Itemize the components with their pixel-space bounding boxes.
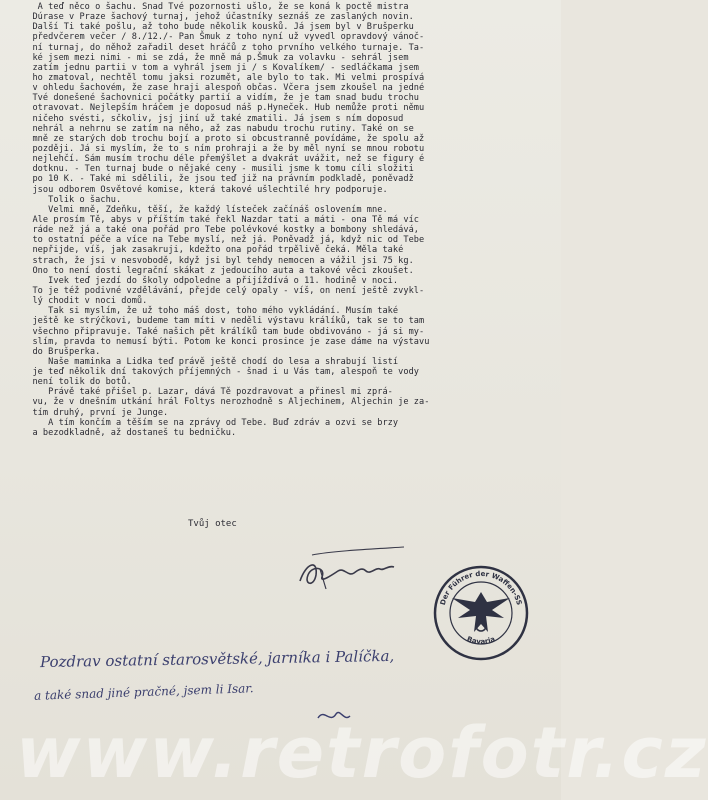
- letter-signoff: Tvůj otec: [188, 519, 237, 529]
- letter-line: ještě ke strýčkovi, budeme tam míti v neděli výstavu králíků, tak se to tam: [22, 316, 425, 327]
- eagle-stamp-icon: [430, 562, 532, 664]
- letter-line: dotknu. - Ten turnaj bude o nějaké ceny - musili jsme k tomu cíli složiti: [22, 164, 414, 175]
- letter-line: lý chodit v noci domů.: [22, 296, 148, 307]
- letter-line: A tím končím a těším se na zprávy od Tebe. Buď zdráv a ozvi se brzy: [22, 417, 399, 428]
- letter-line: ho zmatoval, nechtěl tomu jaksi rozumět, ale bylo to tak. Mi velmi prospívá: [22, 72, 425, 83]
- letter-line: To je též podivné vzdělávání, přejde celý opaly - víš, on není ještě zvykl-: [22, 285, 425, 296]
- letter-line: Naše maminka a Lidka teď právě ještě chodí do lesa a shrabují listí: [22, 356, 399, 367]
- letter-line: Tak si myslím, že už toho máš dost, toho mého vykládání. Musím také: [22, 306, 399, 317]
- letter-line: vu, že v dnešním utkání hrál Foltys nerozhodně s Aljechinem, Aljechin je za-: [22, 397, 430, 408]
- letter-line: slím, pravda to nemusí býti. Potom ke konci prosince je zase dáme na výstavu: [22, 336, 430, 347]
- letter-line: Ale prosím Tě, abys v příštím také řekl Nazdar tati a máti - ona Tě má víc: [22, 214, 420, 225]
- letter-line: nepřijde, víš, jak zasakruji, kdežto ona pořád trpělivě čeká. Měla také: [22, 245, 404, 256]
- stamp-text-top: Der Führer der Waffen-SS: [438, 569, 524, 607]
- letter-line: ké jsem mezi nimi - mi se zdá, že mně má p.Šmuk za volavku - sehrál jsem: [22, 52, 409, 63]
- letter-line: Dúrase v Praze šachový turnaj, jehož účastníky seznáš ze zaslaných novin.: [22, 12, 414, 23]
- letter-line: jsou odborem Osvětové komise, která takové ušlechtilé hry podporuje.: [22, 184, 388, 195]
- letter-line: předvčerem večer / 8./12./- Pan Šmuk z toho nyní už vyvedl opravdový vánoč-: [22, 32, 425, 43]
- letter-line: Velmi mně, Zdeňku, těší, že každý lísteček začínáš oslovením mne.: [22, 204, 388, 215]
- letter-line: A teď něco o šachu. Snad Tvé pozornosti ušlo, že se koná k poctě mistra: [22, 2, 409, 12]
- letter-line: není tolik do botů.: [22, 377, 132, 388]
- letter-line: je teď několik dní takových příjemných - šnad i u Vás tam, alespoň te vody: [22, 367, 420, 378]
- letter-line: do Brušperka.: [22, 346, 101, 357]
- letter-line: Tvé donešené šachovnici počátky partií a vidím, že je tam snad budu trochu: [22, 93, 420, 104]
- letter-line: později. Já si myslím, že to s ním prohraji a že by měl nyní se mnou robotu: [22, 143, 425, 154]
- letter-line: zatím jednu partii v tom a vyhrál jsem ji / s Kovalíkem/ - sedláčkama jsem: [22, 62, 420, 73]
- letter-line: a bezodkladně, až dostaneš tu bedničku.: [22, 427, 237, 438]
- letter-line: mně ze starých dob trochu bojí a proto si obcustranně povídáme, že spolu až: [22, 133, 425, 144]
- signature-icon: [292, 545, 412, 595]
- letter-line: Ivek teď jezdí do školy odpoledne a přijíždívá o 11. hodině v noci.: [22, 275, 399, 286]
- letter-line: otravovat. Nejlepším hráčem je doposud náš p.Hyneček. Hub nemůže proti němu: [22, 103, 425, 114]
- letter-line: ní turnaj, do něhož zařadil deset hráčů z toho prvního velkého turnaje. Ta-: [22, 42, 425, 53]
- watermark: www.retrofotr.cz: [16, 712, 708, 794]
- typed-letter-body: [22, 2, 550, 438]
- letter-line: nehrál a nehrnu se zatím na něho, až zas nabudu trochu rutiny. Také on se: [22, 123, 414, 134]
- letter-line: nejlehčí. Sám musím trochu déle přemýšlet a dvakrát uvážit, než se figury é: [22, 154, 425, 165]
- letter-line: po 10 K. - Také mi sdělili, že jsou teď již na právním podkladě, poněvadž: [22, 174, 414, 185]
- letter-line: Tolik o šachu.: [22, 194, 122, 205]
- letter-line: strach, že jsi v nesvobodě, když jsi byl tehdy nemocen a vážil jsi 75 kg.: [22, 255, 414, 266]
- handwritten-initial-icon: [314, 704, 354, 728]
- handwritten-note-line-1: Pozdrav ostatní starosvětské, jarníka i Palíčka,: [39, 646, 395, 672]
- letter-line: ráde než já a také ona pořád pro Tebe polévkové kostky a bombony shledává,: [22, 225, 420, 236]
- letter-line: Ono to není dosti legrační skákat z jedoucího auta a takové věci zkoušet.: [22, 265, 414, 276]
- letter-line: všechno připravuje. Také našich pět králíků tam bude obdivováno - já si my-: [22, 326, 425, 337]
- letter-line: Další Ti také pošlu, až toho bude několik kousků. Já jsem byl v Brušperku: [22, 22, 414, 33]
- letter-line: ničeho svésti, sčkoliv, jsj jiní už také zmatili. Já jsem s ním doposud: [22, 113, 404, 124]
- handwritten-note-line-2: a také snad jiné pračné, jsem li Isar.: [33, 681, 254, 703]
- letter-line: to ostatní péče a více na Tebe myslí, než já. Poněvadž já, když nic od Tebe: [22, 235, 425, 246]
- letter-line: v ohledu šachovém, že zase hraji alespoň občas. Včera jsem zkoušel na jedné: [22, 83, 425, 94]
- stamp-text-bottom: Bavaria: [465, 635, 497, 646]
- letter-line: Právě také přišel p. Lazar, dává Tě pozdravovat a přinesl mi zprá-: [22, 387, 393, 398]
- letter-line: tím druhý, první je Junge.: [22, 407, 169, 418]
